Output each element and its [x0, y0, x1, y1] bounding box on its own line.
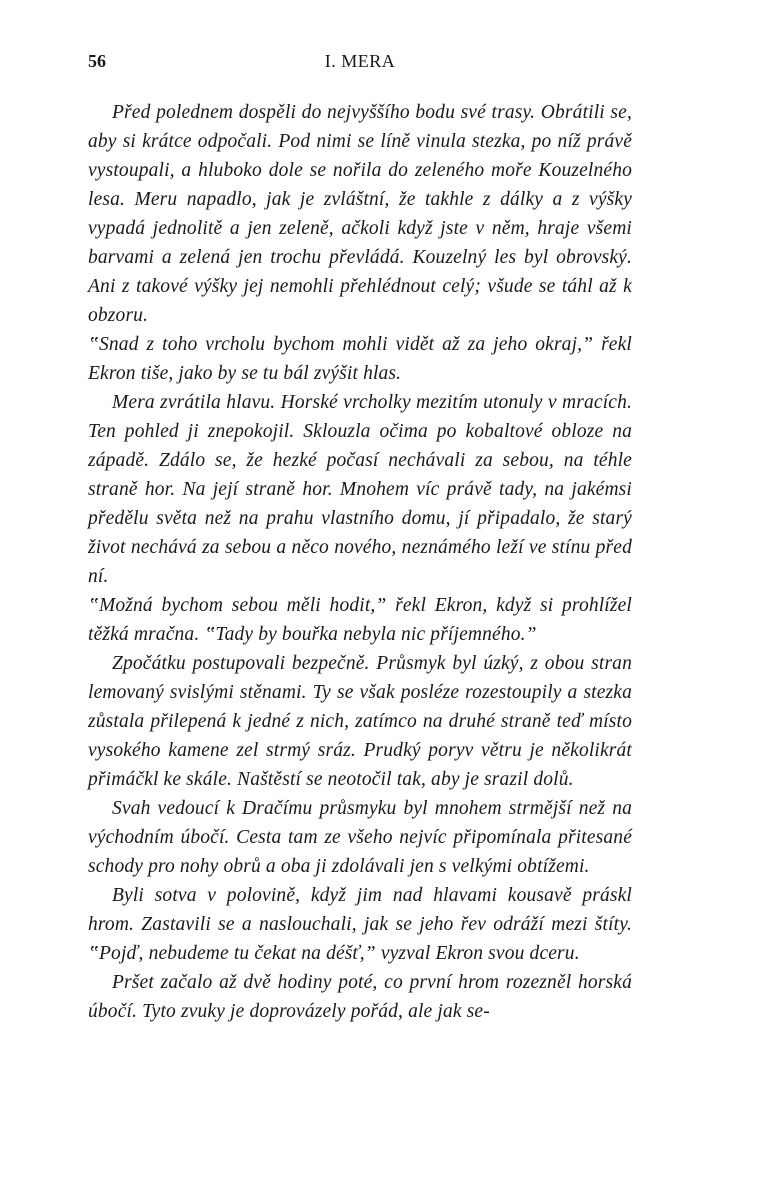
chapter-title: I. MERA: [324, 51, 396, 71]
book-page: [88, 48, 632, 1026]
paragraph: Svah vedoucí k Dračímu průsmyku byl mnohem strmější než na východním úbočí. Cesta tam ze všeho nejvíc připomínala přitesané schody pro nohy obrů a oba ji zdolávali jen s velkými obtížemi.: [88, 798, 632, 877]
body-text: [88, 98, 632, 1026]
paragraph: ‟Možná bychom sebou měli hodit,” řekl Ekron, když si prohlížel těžká mračna. ‟Tady by bouřka nebyla nic příjemného.”: [88, 595, 632, 645]
paragraph: Mera zvrátila hlavu. Horské vrcholky mezitím utonuly v mracích. Ten pohled ji znepokojil. Sklouzla očima po kobaltové obloze na západě. Zdálo se, že hezké počasí nechávali za sebou, na téhle straně hor. Na její straně hor. Mnohem víc právě tady, na jakémsi předělu světa než na prahu vlastního domu, jí připadalo, že starý život nechává za sebou a něco nového, neznámého leží ve stínu před ní.: [88, 392, 632, 587]
running-head: [88, 48, 632, 74]
paragraph: Zpočátku postupovali bezpečně. Průsmyk byl úzký, z obou stran lemovaný svislými stěnami. Ty se však posléze rozestoupily a stezka zůstala přilepená k jedné z nich, zatímco na druhé straně teď místo vysokého kamene zel strmý sráz. Prudký poryv větru je několikrát přimáčkl ke skále. Naštěstí se neotočil tak, aby je srazil dolů.: [88, 653, 632, 790]
paragraph: ‟Snad z toho vrcholu bychom mohli vidět až za jeho okraj,” řekl Ekron tiše, jako by se tu bál zvýšit hlas.: [88, 334, 632, 384]
paragraph: Byli sotva v polovině, když jim nad hlavami kousavě práskl hrom. Zastavili se a naslouchali, jak se jeho řev odráží mezi štíty. ‟Pojď, nebudeme tu čekat na déšť,” vyzval Ekron svou dceru.: [88, 885, 632, 964]
paragraph: Před polednem dospěli do nejvyššího bodu své trasy. Obrátili se, aby si krátce odpočali. Pod nimi se líně vinula stezka, po níž právě vystoupali, a hluboko dole se nořila do zeleného moře Kouzelného lesa. Meru napadlo, jak je zvláštní, že takhle z dálky a z výšky vypadá jednolitě a jen zeleně, ačkoli když jste v něm, hraje všemi barvami a zelená jen trochu převládá. Kouzelný les byl obrovský. Ani z takové výšky jej nemohli přehlédnout celý; všude se táhl až k obzoru.: [88, 102, 632, 326]
paragraph: Pršet začalo až dvě hodiny poté, co první hrom rozezněl horská úbočí. Tyto zvuky je doprovázely pořád, ale jak se-: [88, 972, 632, 1022]
page-number: 56: [88, 51, 106, 71]
